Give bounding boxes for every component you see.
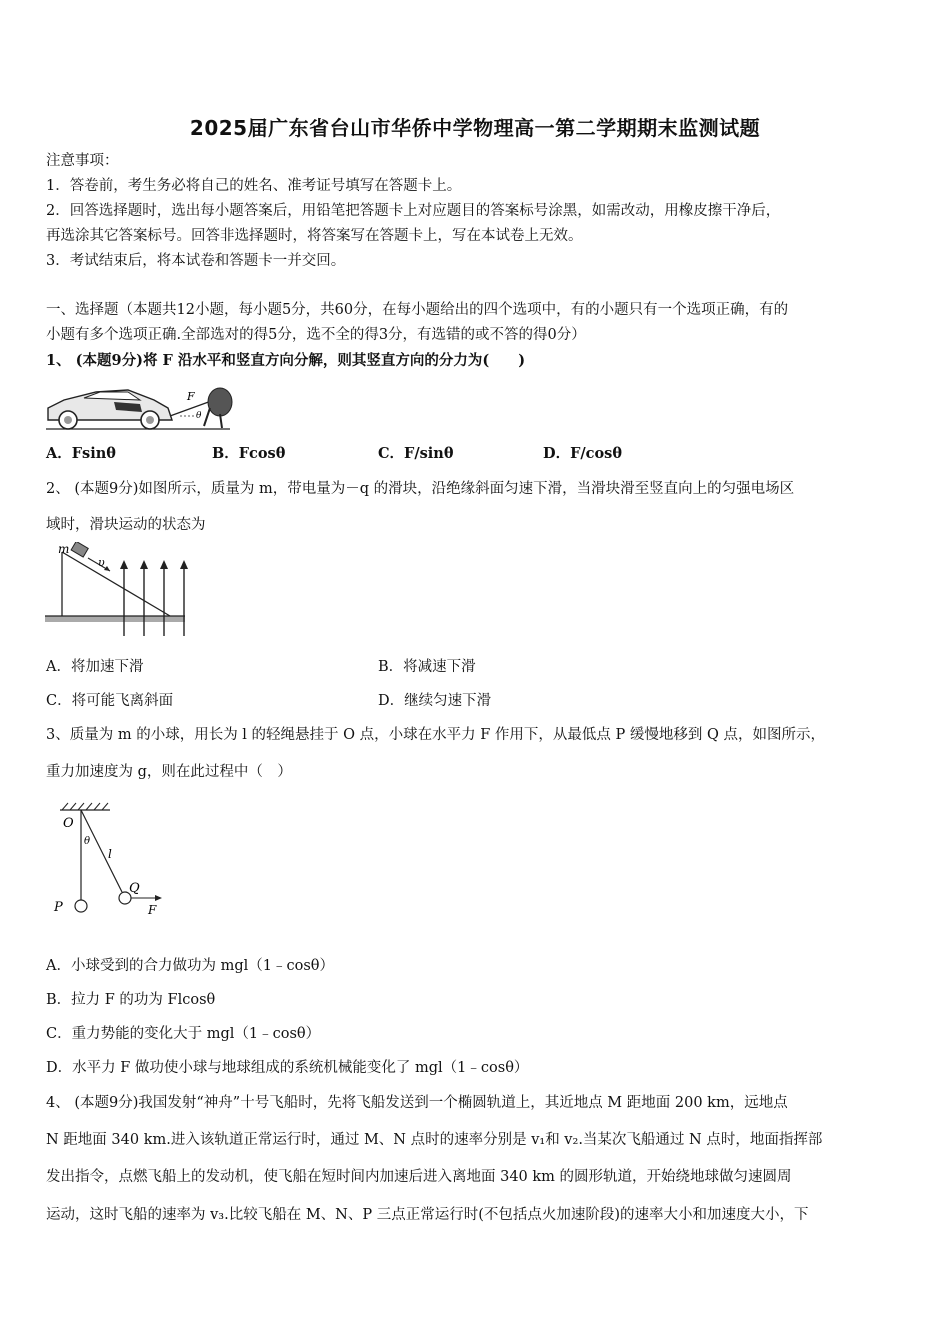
q3-option-a[interactable]: A．小球受到的合力做功为 mgl（1﹣cosθ） [46,958,334,974]
car-tow-figure [44,378,234,434]
angle-label: θ [196,411,202,421]
q3-option-b[interactable]: B．拉力 F 的功为 Flcosθ [46,992,216,1008]
q3-option-d[interactable]: D．水平力 F 做功使小球与地球组成的系统机械能变化了 mgl（1﹣cosθ） [46,1060,529,1076]
notice-item: 再选涂其它答案标号。回答非选择题时，将答案写在答题卡上，写在本试卷上无效。 [46,228,583,244]
question-3-stem: 3、质量为 m 的小球，用长为 l 的轻绳悬挂于 O 点，小球在水平力 F 作用下，从最低点 P 缓慢地移到 Q 点，如图所示， [46,727,826,743]
question-4-line: 运动，这时飞船的速率为 v₃.比较飞船在 M、N、P 三点正常运行时(不包括点火加速阶段)的速率大小和加速度大小，下 [46,1207,809,1223]
section-heading: 一、选择题（本题共12小题，每小题5分，共60分，在每小题给出的四个选项中，有的小题只有一个选项正确，有的 [46,302,789,318]
velocity-label: υ [98,556,105,569]
point-p-label: P [54,900,63,915]
q1-option-b[interactable]: B．Fcosθ [212,445,286,462]
notice-item: 1．答卷前，考生务必将自己的姓名、准考证号填写在答题卡上。 [46,178,462,194]
question-3-stem: 重力加速度为 g，则在此过程中（ ） [46,764,292,780]
theta-label: θ [84,836,91,847]
q2-option-d[interactable]: D．继续匀速下滑 [378,693,492,709]
question-4-line: N 距地面 340 km.进入该轨道正常运行时，通过 M、N 点时的速率分别是 v₁和 v₂.当某次飞船通过 N 点时，地面指挥部 [46,1132,823,1148]
question-2-stem: 2、 (本题9分)如图所示，质量为 m，带电量为－q 的滑块，沿绝缘斜面匀速下滑，当滑块滑至竖直向上的匀强电场区 [46,481,795,497]
question-4-line: 4、 (本题9分)我国发射“神舟”十号飞船时，先将飞船发送到一个椭圆轨道上，其近地点 M 距地面 200 km，远地点 [46,1095,788,1111]
length-label: l [108,847,112,861]
page-title: 2025届广东省台山市华侨中学物理高一第二学期期末监测试题 [189,116,761,140]
q3-option-c[interactable]: C．重力势能的变化大于 mgl（1﹣cosθ） [46,1026,321,1042]
point-o-label: O [63,816,74,831]
q1-option-a[interactable]: A．Fsinθ [46,445,116,462]
mass-label: m [58,542,70,556]
question-1-stem: 1、 (本题9分)将 F 沿水平和竖直方向分解，则其竖直方向的分力为( ) [46,352,526,369]
point-q-label: Q [129,881,140,896]
q2-option-c[interactable]: C．将可能飞离斜面 [46,693,174,709]
force-label: F [148,903,157,917]
question-4-line: 发出指令，点燃飞船上的发动机，使飞船在短时间内加速后进入离地面 340 km 的圆形轨道，开始绕地球做匀速圆周 [46,1169,792,1185]
q1-option-d[interactable]: D．F/cosθ [543,445,622,462]
pendulum-figure [48,800,172,920]
notice-item: 3．考试结束后，将本试卷和答题卡一并交回。 [46,253,346,269]
section-heading: 小题有多个选项正确.全部选对的得5分，选不全的得3分，有选错的或不答的得0分） [46,327,586,343]
question-2-stem: 域时，滑块运动的状态为 [46,517,206,533]
notice-heading: 注意事项： [46,153,119,169]
force-label: F [187,390,195,403]
incline-field-figure [44,542,190,638]
q2-option-b[interactable]: B．将减速下滑 [378,659,476,675]
q1-option-c[interactable]: C．F/sinθ [378,445,454,462]
notice-item: 2．回答选择题时，选出每小题答案后，用铅笔把答题卡上对应题目的答案标号涂黑，如需改动，用橡皮擦干净后， [46,203,781,219]
q2-option-a[interactable]: A．将加速下滑 [46,659,144,675]
